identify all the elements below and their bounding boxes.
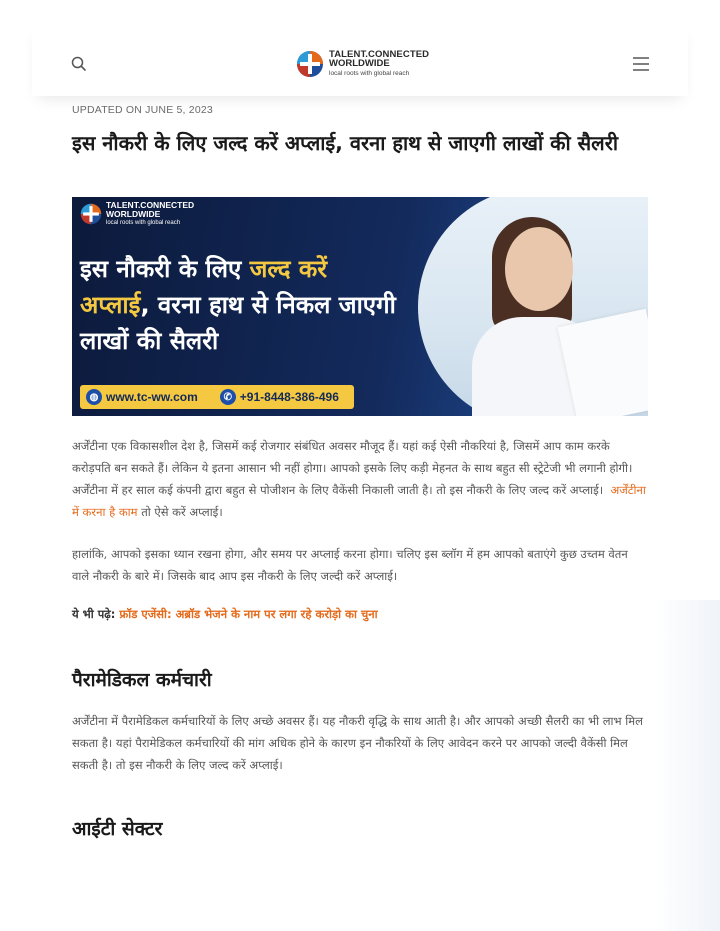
phone-icon: ✆ [220, 389, 236, 405]
banner-phone: +91-8448-386-496 [239, 390, 339, 404]
hamburger-menu-icon[interactable] [632, 56, 650, 72]
intro-tail: तो ऐसे करें अप्लाई। [137, 505, 223, 519]
argentina-work-link[interactable]: अर्जेंटीना में करना है काम [72, 483, 646, 519]
intro-text: अर्जेंटीना एक विकासशील देश है, जिसमें कई रोजगार संबंधित अवसर मौजूद हैं। यहां कई ऐसी नौकरियां है, जिसमें आप काम करके करोड़पति बन सकते हैं। लेकिन ये इतना आसान भी नहीं होगा। आपको इसके लिए कड़ी मेहनत के साथ बहुत सी स्ट्रेटेजी भी लगानी होगी। अर्जेंटीना में हर साल कई कंपनी द्वारा बहुत से पोजीशन के लिए वैकेंसी निकाली जाती है। तो इस नौकरी के लिए जल्द करें अप्लाई। [72, 439, 633, 497]
banner-contact-strip [80, 385, 354, 409]
banner-headline-part2: , वरना हाथ से निकल जाएगी लाखों की सैलरी [80, 291, 396, 355]
site-logo[interactable] [296, 48, 429, 80]
logo-line1: TALENT.CONNECTED [329, 49, 430, 60]
banner-logo [80, 201, 194, 227]
banner-logo-line2: WORLDWIDE [106, 209, 161, 219]
globe-icon: ◍ [86, 389, 102, 405]
second-paragraph: हालांकि, आपको इसका ध्यान रखना होगा, और समय पर अप्लाई करना होगा। चलिए इस ब्लॉग में हम आपको बताएंगे कुछ उच्तम वेतन वाले नौकरी के बारे में। जिसके बाद आप इस नौकरी के लिए जल्दी करें अप्लाई। [72, 547, 628, 583]
banner-website: www.tc-ww.com [106, 390, 198, 404]
logo-line2: WORLDWIDE [329, 58, 390, 69]
featured-image-banner [72, 197, 648, 416]
banner-headline [80, 251, 420, 359]
read-also-link[interactable]: फ्रॉड एजेंसी: अब्रॉड भेजने के नाम पर लगा रहे करोड़ो का चुना [119, 607, 378, 621]
person-face [505, 227, 573, 311]
logo-mark-icon [296, 50, 324, 78]
updated-date: UPDATED ON JUNE 5, 2023 [72, 104, 213, 116]
banner-logo-line1: TALENT.CONNECTED [106, 200, 195, 210]
banner-headline-highlight1: जल्द करें [249, 255, 328, 283]
paramedical-paragraph: अर्जेंटीना में पैरामेडिकल कर्मचारियों के लिए अच्छे अवसर हैं। यह नौकरी वृद्धि के साथ आती है। और आपको अच्छी सैलरी का भी लाभ मिल सकता है। यहां पैरामेडिकल कर्मचारियों की मांग अधिक होने के कारण इन नौकरियों के लिए आवेदन करने पर आपको जल्दी वैकेंसी मिल सकती है। तो इस नौकरी के लिए जल्द करें अप्लाई। [72, 714, 643, 772]
search-icon[interactable] [70, 55, 88, 73]
logo-tagline: local roots with global reach [329, 70, 410, 77]
section-heading-paramedical: पैरामेडिकल कर्मचारी [72, 669, 212, 691]
intro-paragraph [72, 435, 648, 523]
section-heading-it-sector: आईटी सेक्टर [72, 818, 163, 840]
banner-logo-tagline: local roots with global reach [106, 220, 181, 226]
right-edge-fade [656, 600, 720, 931]
banner-logo-mark-icon [80, 203, 102, 225]
banner-headline-highlight2: अप्लाई [80, 291, 141, 319]
page-title: इस नौकरी के लिए जल्द करें अप्लाई, वरना हाथ से जाएगी लाखों की सैलरी [72, 131, 619, 155]
read-also [72, 607, 648, 622]
logo-text [329, 50, 429, 78]
site-header [32, 22, 688, 96]
banner-headline-part1: इस नौकरी के लिए [80, 255, 250, 283]
read-also-label: ये भी पढ़े: [72, 607, 120, 621]
